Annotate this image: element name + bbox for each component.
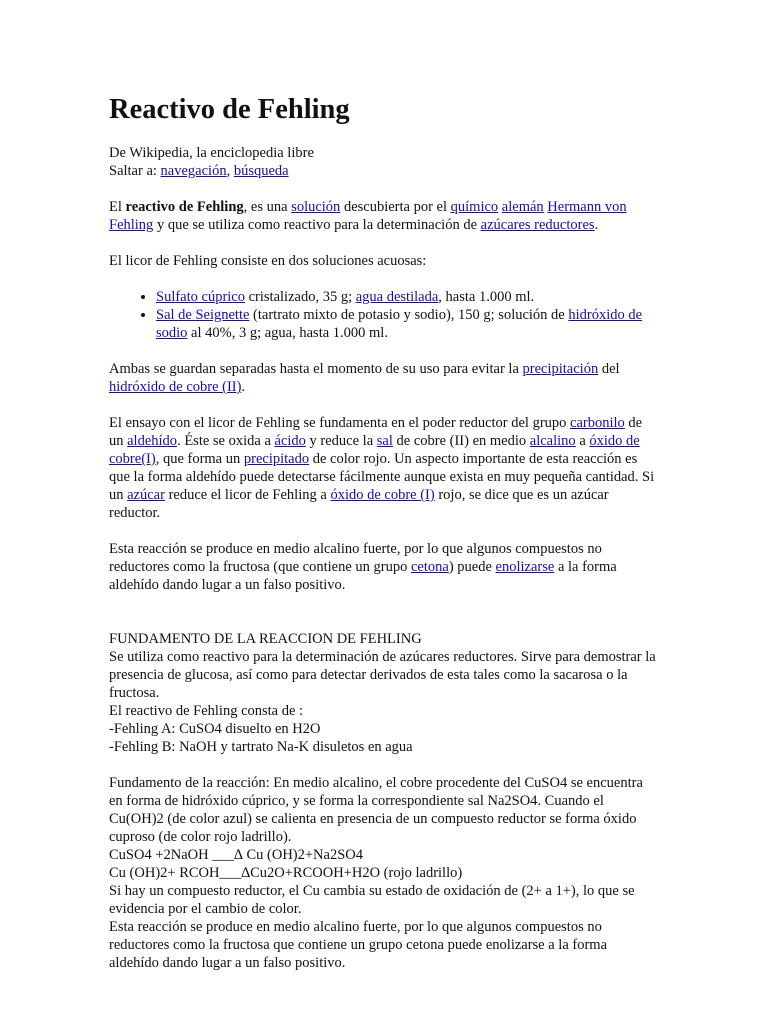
assay-text: de cobre (II) en medio: [392, 433, 530, 449]
alkaline-text: a la forma aldehído dando lugar a un falso positivo.: [109, 559, 617, 593]
alkaline-text: ) puede: [448, 559, 496, 575]
reaction-section: [109, 774, 659, 972]
reaction-equation: Cu (OH)2+ RCOH___∆Cu2O+RCOOH+H2O (rojo ladrillo): [109, 865, 463, 881]
article: [109, 92, 659, 990]
link-cetona[interactable]: cetona: [410, 559, 449, 575]
assay-text: El ensayo con el licor de Fehling se fundamenta en el poder reductor del grupo: [109, 415, 571, 431]
assay-text: . Éste se oxida a: [177, 433, 275, 449]
jump-links: [109, 162, 659, 180]
intro-text: descubierta por el: [340, 199, 451, 215]
link-carbonilo[interactable]: carbonilo: [570, 415, 625, 431]
link-oxido-de-cobre-i[interactable]: óxido de cobre(I): [109, 433, 640, 467]
intro-text: y que se utiliza como reactivo para la determinación de: [153, 217, 481, 233]
list-item-text: cristalizado, 35 g;: [245, 289, 356, 305]
assay-text: y reduce la: [305, 433, 377, 449]
reaction-equation: CuSO4 +2NaOH ___∆ Cu (OH)2+Na2SO4: [109, 847, 363, 863]
article-header: [109, 144, 659, 180]
assay-text: rojo, se dice que es un azúcar reductor.: [109, 487, 609, 521]
navigation-link[interactable]: navegación: [160, 163, 227, 179]
storage-paragraph: [109, 360, 659, 396]
link-oxido-de-cobre-i-2[interactable]: óxido de cobre (I): [330, 487, 435, 503]
page-title: Reactivo de Fehling: [109, 94, 350, 125]
link-azucar[interactable]: azúcar: [127, 487, 165, 503]
alkaline-paragraph: [109, 540, 659, 594]
link-acido[interactable]: ácido: [274, 433, 306, 449]
fundamento-section: [109, 630, 659, 756]
fundamento-line: Se utiliza como reactivo para la determinación de azúcares reductores. Sirve para demostrar la presencia de glucosa, así como para detectar derivados de esta tales como la sacarosa o la fructosa.: [109, 649, 656, 701]
reaction-line: Esta reacción se produce en medio alcalino fuerte, por lo que algunos compuestos no reductores como la fructosa que contiene un grupo cetona puede enolizarse a la forma aldehído dando lugar a un falso positivo.: [109, 919, 608, 971]
list-item: [156, 288, 659, 306]
link-hidroxido-de-cobre[interactable]: hidróxido de cobre (II): [109, 379, 242, 395]
link-agua-destilada[interactable]: agua destilada: [355, 289, 439, 305]
storage-text: Ambas se guardan separadas hasta el momento de su uso para evitar la: [109, 361, 523, 377]
link-aldehido[interactable]: aldehído: [127, 433, 178, 449]
assay-text: a: [575, 433, 590, 449]
link-sal-de-seignette[interactable]: Sal de Seignette: [156, 307, 250, 323]
assay-text: reduce el licor de Fehling a: [164, 487, 331, 503]
intro-bold-term: reactivo de Fehling: [125, 199, 244, 215]
reaction-line: Fundamento de la reacción: En medio alcalino, el cobre procedente del CuSO4 se encuentra en forma de hidróxido cúprico, y se forma la correspondiente sal Na2SO4. Cuando el Cu(OH)2 (de color azul) se calienta en presencia de un compuesto reductor se forma óxido cuproso (de color rojo ladrillo).: [109, 775, 643, 845]
list-item-text: , hasta 1.000 ml.: [438, 289, 535, 305]
link-solucion[interactable]: solución: [291, 199, 341, 215]
composition-intro: El licor de Fehling consiste en dos soluciones acuosas:: [109, 253, 427, 269]
link-precipitacion[interactable]: precipitación: [522, 361, 599, 377]
intro-text: , es una: [243, 199, 292, 215]
source-line: De Wikipedia, la enciclopedia libre: [109, 145, 314, 161]
assay-paragraph: [109, 414, 659, 522]
link-sal[interactable]: sal: [376, 433, 393, 449]
link-precipitado[interactable]: precipitado: [243, 451, 310, 467]
list-item-text: al 40%, 3 g; agua, hasta 1.000 ml.: [187, 325, 388, 341]
fundamento-line: -Fehling B: NaOH y tartrato Na-K disuletos en agua: [109, 739, 413, 755]
link-azucares-reductores[interactable]: azúcares reductores: [480, 217, 595, 233]
fundamento-heading: FUNDAMENTO DE LA REACCION DE FEHLING: [109, 631, 422, 647]
storage-text: .: [241, 379, 246, 395]
alkaline-text: Esta reacción se produce en medio alcalino fuerte, por lo que algunos compuestos no reductores como la fructosa (que contiene un grupo: [109, 541, 602, 575]
composition-list: [109, 288, 659, 342]
intro-text: .: [594, 217, 599, 233]
intro-text: El: [109, 199, 126, 215]
storage-text: del: [598, 361, 620, 377]
reaction-line: Si hay un compuesto reductor, el Cu cambia su estado de oxidación de (2+ a 1+), lo que se evidencia por el cambio de color.: [109, 883, 635, 917]
intro-paragraph: [109, 198, 659, 234]
assay-text: , que forma un: [155, 451, 244, 467]
list-item: [156, 306, 659, 342]
link-aleman[interactable]: alemán: [501, 199, 544, 215]
link-quimico[interactable]: químico: [450, 199, 499, 215]
link-enolizarse[interactable]: enolizarse: [495, 559, 555, 575]
jump-prefix: Saltar a:: [109, 163, 161, 179]
jump-separator: ,: [226, 163, 234, 179]
search-link[interactable]: búsqueda: [233, 163, 289, 179]
link-sulfato-cuprico[interactable]: Sulfato cúprico: [156, 289, 245, 305]
link-hermann-von-fehling[interactable]: Hermann von Fehling: [109, 199, 627, 233]
fundamento-line: El reactivo de Fehling consta de :: [109, 703, 304, 719]
link-hidroxido-de-sodio[interactable]: hidróxido de sodio: [156, 307, 643, 341]
link-alcalino[interactable]: alcalino: [529, 433, 576, 449]
assay-text: de color rojo. Un aspecto importante de esta reacción es que la forma aldehído puede detectarse fácilmente aunque exista en muy pequeña cantidad. Si un: [109, 451, 655, 503]
list-item-text: (tartrato mixto de potasio y sodio), 150 g; solución de: [249, 307, 569, 323]
assay-text: de un: [109, 415, 643, 449]
fundamento-line: -Fehling A: CuSO4 disuelto en H2O: [109, 721, 321, 737]
